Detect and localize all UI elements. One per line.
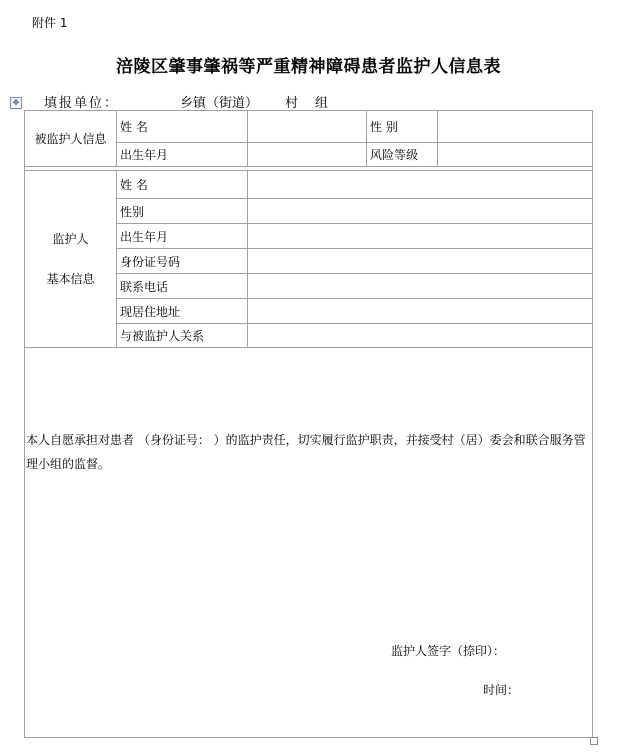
time-label: 时间：: [483, 683, 520, 697]
guardian-gender-cell[interactable]: [248, 199, 593, 224]
guardian-field-label: 现居住地址: [117, 299, 248, 324]
patient-section-label: 被监护人信息: [25, 111, 117, 167]
signature-label: 监护人签字（捺印）：: [391, 644, 506, 658]
guardian-name-cell[interactable]: [248, 171, 593, 199]
fill-unit-group: 组: [315, 96, 329, 111]
guardian-section-label-2: 基本信息: [46, 272, 95, 286]
patient-risk-cell[interactable]: [438, 143, 593, 167]
guardian-birth-cell[interactable]: [248, 224, 593, 249]
table-row: [25, 171, 593, 199]
table-move-handle-icon[interactable]: ✥: [10, 97, 22, 109]
guardian-field-label: 联系电话: [117, 274, 248, 299]
guardian-field-label: 出生年月: [117, 224, 248, 249]
patient-gender-label: 性 别: [367, 111, 438, 143]
guardian-id-cell[interactable]: [248, 249, 593, 274]
table-row: [25, 348, 593, 738]
patient-birth-label: 出生年月: [117, 143, 248, 167]
fill-unit-town: 乡镇（街道）: [180, 96, 259, 111]
table-resize-handle[interactable]: [590, 737, 598, 745]
attachment-label: 附件 1: [32, 16, 68, 30]
guardian-section-label-1: 监护人: [52, 232, 89, 246]
patient-gender-cell[interactable]: [438, 111, 593, 143]
fill-unit-village: 村: [285, 96, 299, 111]
guardian-field-label: 与被监护人关系: [117, 324, 248, 348]
guardian-field-label: 身份证号码: [117, 249, 248, 274]
guardian-section-label: [25, 171, 117, 348]
guardian-field-label: 性别: [117, 199, 248, 224]
patient-name-cell[interactable]: [248, 111, 367, 143]
declaration-text: 本人自愿承担对患者 （身份证号： ）的监护责任，切实履行监护职责，并接受村（居）委会和联合服务管理小组的监督。: [26, 433, 586, 471]
guardian-address-cell[interactable]: [248, 299, 593, 324]
table-row: [25, 111, 593, 143]
guardian-field-label: 姓 名: [117, 171, 248, 199]
patient-birth-cell[interactable]: [248, 143, 367, 167]
fill-unit-label: 填报单位：: [44, 96, 120, 111]
patient-name-label: 姓 名: [117, 111, 248, 143]
page-title: 涪陵区肇事肇祸等严重精神障碍患者监护人信息表: [116, 57, 501, 77]
declaration-cell[interactable]: [25, 348, 593, 738]
guardian-relation-cell[interactable]: [248, 324, 593, 348]
info-table: [24, 110, 593, 738]
guardian-phone-cell[interactable]: [248, 274, 593, 299]
patient-risk-label: 风险等级: [367, 143, 438, 167]
